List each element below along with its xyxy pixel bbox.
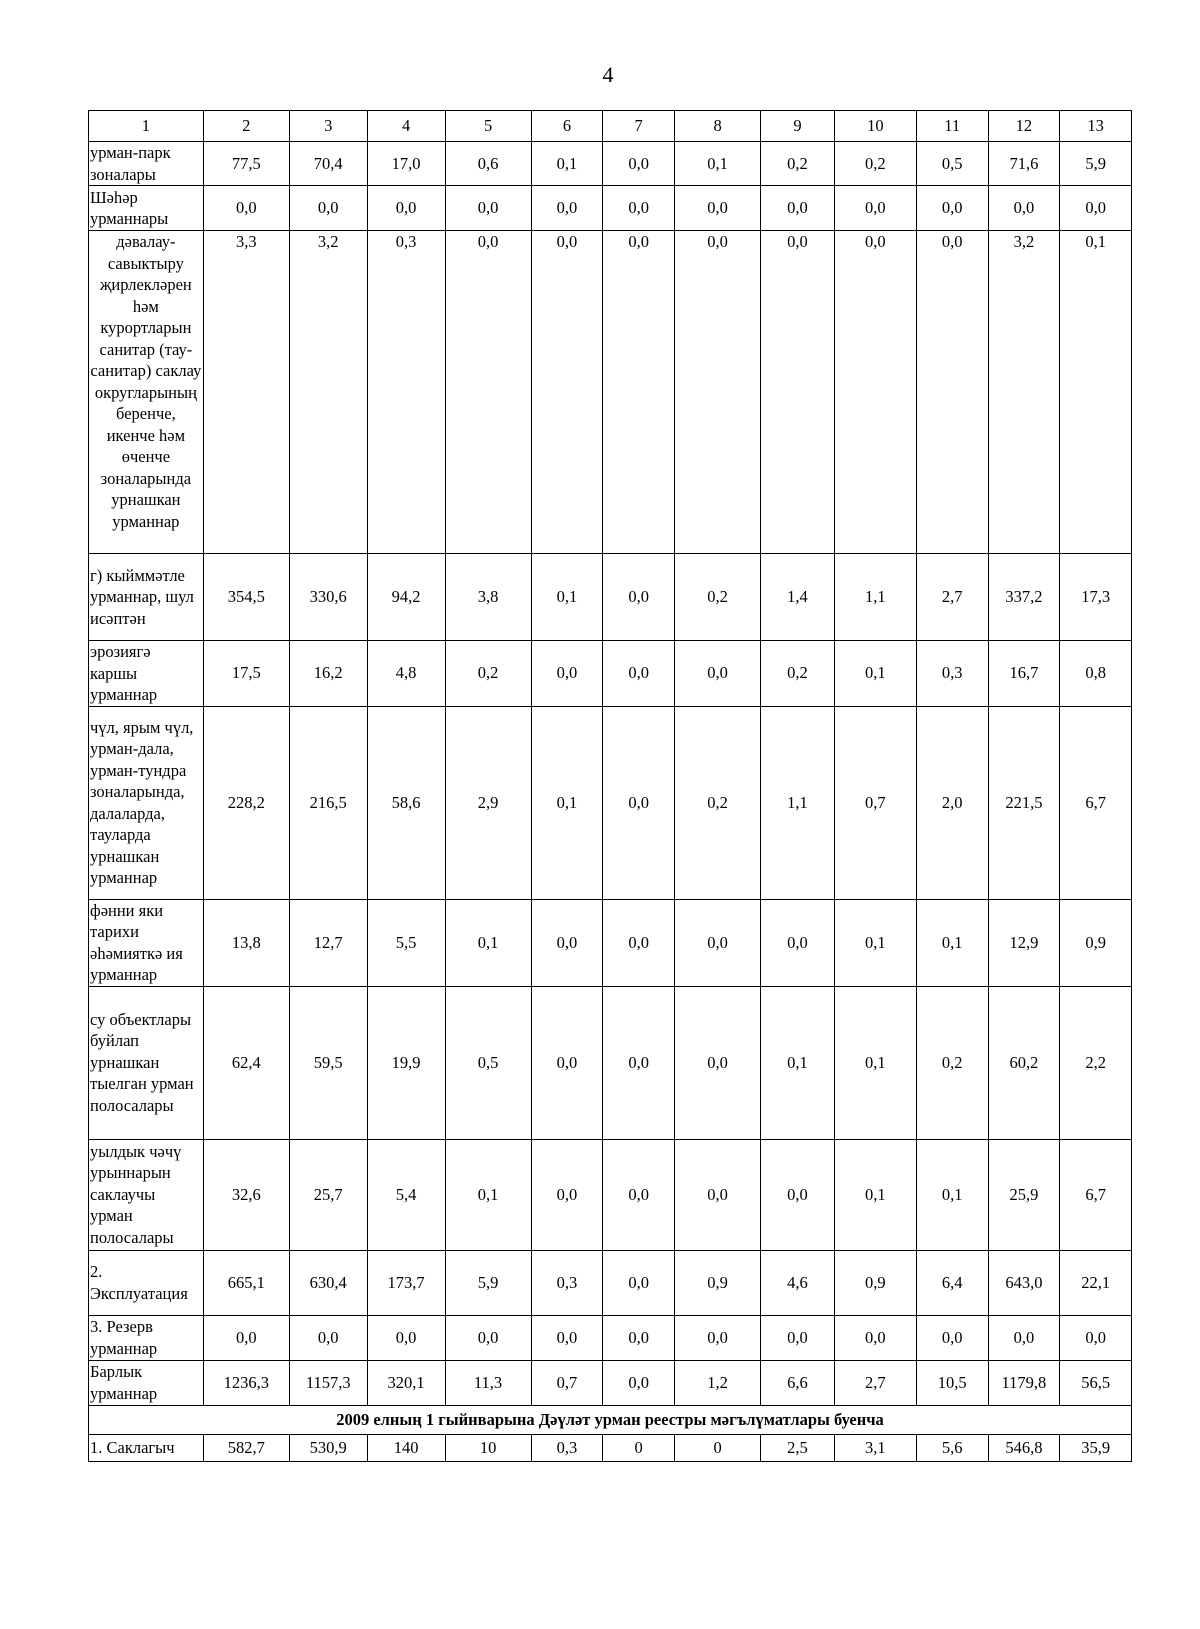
table-cell: 0,0 [675, 1139, 761, 1250]
table-cell: 4,6 [761, 1250, 835, 1315]
table-cell: 0,0 [603, 554, 675, 641]
table-cell: 0,2 [445, 641, 531, 707]
table-cell: 0,0 [675, 231, 761, 554]
table-cell: 58,6 [367, 706, 445, 899]
table-cell: 0,0 [834, 231, 916, 554]
table-cell: 0,5 [445, 986, 531, 1139]
table-cell: 3,8 [445, 554, 531, 641]
column-header: 4 [367, 111, 445, 142]
table-row [89, 986, 1132, 1139]
table-cell: 0,0 [761, 186, 835, 231]
table-row [89, 554, 1132, 641]
column-header: 13 [1060, 111, 1132, 142]
table-cell: 70,4 [289, 142, 367, 186]
table-cell: 0,2 [675, 554, 761, 641]
row-label: уылдык чәчү урыннарын саклаучы урман полосалары [89, 1139, 204, 1250]
table-cell: 0 [603, 1434, 675, 1461]
table-cell: 0,0 [531, 186, 603, 231]
table-cell: 4,8 [367, 641, 445, 707]
row-label: урман-парк зоналары [89, 142, 204, 186]
table-cell: 25,9 [988, 1139, 1060, 1250]
table-cell: 0,1 [834, 899, 916, 986]
table-cell: 630,4 [289, 1250, 367, 1315]
table-cell: 0,0 [203, 1315, 289, 1360]
column-header: 5 [445, 111, 531, 142]
table-cell: 12,7 [289, 899, 367, 986]
table-cell: 12,9 [988, 899, 1060, 986]
table-cell: 354,5 [203, 554, 289, 641]
table-cell: 0,0 [603, 899, 675, 986]
table-cell: 5,9 [1060, 142, 1132, 186]
row-label: дәвалау-савыктыру җирлекләрен һәм курортларын санитар (тау-санитар) саклау округларының беренче, икенче һәм өченче зоналарында урнашкан урманнар [89, 231, 204, 554]
table-cell: 22,1 [1060, 1250, 1132, 1315]
table-cell: 0,0 [675, 186, 761, 231]
table-cell: 221,5 [988, 706, 1060, 899]
table-cell: 0,5 [916, 142, 988, 186]
table-cell: 10,5 [916, 1360, 988, 1405]
table-cell: 0,0 [289, 186, 367, 231]
table-cell: 5,9 [445, 1250, 531, 1315]
table-cell: 2,7 [834, 1360, 916, 1405]
table-cell: 6,7 [1060, 1139, 1132, 1250]
table-cell: 0,8 [1060, 641, 1132, 707]
table-cell: 2,9 [445, 706, 531, 899]
table-cell: 0,0 [603, 1139, 675, 1250]
table-cell: 0,0 [834, 186, 916, 231]
table-cell: 0,1 [834, 641, 916, 707]
table-cell: 0,1 [834, 1139, 916, 1250]
table-cell: 0,0 [367, 186, 445, 231]
table-cell: 0,0 [988, 186, 1060, 231]
table-cell: 0,0 [1060, 186, 1132, 231]
table-row [89, 1139, 1132, 1250]
table-cell: 643,0 [988, 1250, 1060, 1315]
table-cell: 0,0 [531, 986, 603, 1139]
table-cell: 0,1 [916, 899, 988, 986]
table-cell: 0,9 [675, 1250, 761, 1315]
table-cell: 0,0 [603, 186, 675, 231]
table-cell: 0,1 [531, 142, 603, 186]
table-cell: 11,3 [445, 1360, 531, 1405]
table-cell: 0,0 [675, 641, 761, 707]
table-cell: 0,0 [289, 1315, 367, 1360]
table-cell: 1236,3 [203, 1360, 289, 1405]
table-cell: 25,7 [289, 1139, 367, 1250]
table-cell: 0,1 [834, 986, 916, 1139]
table-cell: 0,0 [445, 1315, 531, 1360]
table-cell: 32,6 [203, 1139, 289, 1250]
table-cell: 0,1 [1060, 231, 1132, 554]
table-cell: 546,8 [988, 1434, 1060, 1461]
table-cell: 2,7 [916, 554, 988, 641]
column-header: 6 [531, 111, 603, 142]
table-cell: 0,9 [834, 1250, 916, 1315]
row-label: эрозиягә каршы урманнар [89, 641, 204, 707]
table-cell: 17,5 [203, 641, 289, 707]
table-cell: 0,1 [916, 1139, 988, 1250]
row-label: Барлык урманнар [89, 1360, 204, 1405]
table-cell: 0,0 [761, 899, 835, 986]
table-cell: 216,5 [289, 706, 367, 899]
table-cell: 0,1 [445, 899, 531, 986]
table-cell: 77,5 [203, 142, 289, 186]
row-label: су объектлары буйлап урнашкан тыелган урман полосалары [89, 986, 204, 1139]
table-cell: 0,3 [916, 641, 988, 707]
table-cell: 0,3 [367, 231, 445, 554]
table-cell: 16,7 [988, 641, 1060, 707]
table-cell: 5,5 [367, 899, 445, 986]
table-cell: 62,4 [203, 986, 289, 1139]
table-cell: 1157,3 [289, 1360, 367, 1405]
table-cell: 2,2 [1060, 986, 1132, 1139]
table-row [89, 231, 1132, 554]
table-cell: 0,0 [603, 986, 675, 1139]
row-label: 2. Эксплуатация [89, 1250, 204, 1315]
table-row [89, 641, 1132, 707]
column-header: 10 [834, 111, 916, 142]
table-cell: 0,1 [675, 142, 761, 186]
table-cell: 0,1 [531, 554, 603, 641]
table-row [89, 899, 1132, 986]
table-cell: 0,0 [531, 641, 603, 707]
table-cell: 3,2 [289, 231, 367, 554]
table-cell: 0,1 [445, 1139, 531, 1250]
table-cell: 0,7 [531, 1360, 603, 1405]
table-cell: 1179,8 [988, 1360, 1060, 1405]
page-number: 4 [602, 62, 614, 87]
table-cell: 0,0 [916, 1315, 988, 1360]
table-cell: 0,0 [834, 1315, 916, 1360]
table-cell: 0,0 [603, 1315, 675, 1360]
table-row [89, 1315, 1132, 1360]
table-row [89, 142, 1132, 186]
table-cell: 0,0 [603, 1250, 675, 1315]
table-cell: 0,0 [531, 231, 603, 554]
table-cell: 0,9 [1060, 899, 1132, 986]
table-cell: 0,0 [445, 186, 531, 231]
table-cell: 0,7 [834, 706, 916, 899]
header-row [89, 111, 1132, 142]
table-cell: 0,1 [531, 706, 603, 899]
row-label: фәнни яки тарихи әһәмияткә ия урманнар [89, 899, 204, 986]
table-cell: 582,7 [203, 1434, 289, 1461]
table-cell: 665,1 [203, 1250, 289, 1315]
table-cell: 140 [367, 1434, 445, 1461]
table-cell: 17,3 [1060, 554, 1132, 641]
table-cell: 0,0 [531, 1315, 603, 1360]
table-cell: 0,2 [916, 986, 988, 1139]
table-cell: 337,2 [988, 554, 1060, 641]
column-header: 11 [916, 111, 988, 142]
row-label: Шәһәр урманнары [89, 186, 204, 231]
table-cell: 0,0 [445, 231, 531, 554]
table-cell: 3,1 [834, 1434, 916, 1461]
table-cell: 13,8 [203, 899, 289, 986]
table-cell: 0,0 [603, 1360, 675, 1405]
forest-register-table [88, 110, 1132, 1462]
table-cell: 330,6 [289, 554, 367, 641]
table-cell: 0,0 [761, 231, 835, 554]
table-row [89, 186, 1132, 231]
row-label: 1. Саклагыч [89, 1434, 204, 1461]
table-cell: 6,7 [1060, 706, 1132, 899]
section-row [89, 1405, 1132, 1434]
table-cell: 0,0 [916, 186, 988, 231]
row-label: чүл, ярым чүл, урман-дала, урман-тундра зоналарында, далаларда, тауларда урнашкан урманнар [89, 706, 204, 899]
table-cell: 0,0 [531, 899, 603, 986]
table-cell: 2,0 [916, 706, 988, 899]
table-cell: 0,1 [761, 986, 835, 1139]
table-cell: 0 [675, 1434, 761, 1461]
table-cell: 0,3 [531, 1434, 603, 1461]
table-cell: 60,2 [988, 986, 1060, 1139]
table-row [89, 1434, 1132, 1461]
table-cell: 0,2 [675, 706, 761, 899]
table-cell: 5,6 [916, 1434, 988, 1461]
table-cell: 0,2 [761, 641, 835, 707]
table-cell: 94,2 [367, 554, 445, 641]
table-cell: 0,0 [675, 1315, 761, 1360]
table-cell: 0,6 [445, 142, 531, 186]
table-cell: 0,0 [603, 142, 675, 186]
column-header: 12 [988, 111, 1060, 142]
table-cell: 1,4 [761, 554, 835, 641]
table-cell: 0,0 [916, 231, 988, 554]
table-body [89, 111, 1132, 1462]
table-row [89, 706, 1132, 899]
column-header: 2 [203, 111, 289, 142]
table-cell: 10 [445, 1434, 531, 1461]
table-cell: 530,9 [289, 1434, 367, 1461]
column-header: 3 [289, 111, 367, 142]
table-cell: 35,9 [1060, 1434, 1132, 1461]
table-cell: 19,9 [367, 986, 445, 1139]
table-cell: 16,2 [289, 641, 367, 707]
table-cell: 56,5 [1060, 1360, 1132, 1405]
table-cell: 0,0 [603, 706, 675, 899]
column-header: 9 [761, 111, 835, 142]
table-cell: 1,1 [834, 554, 916, 641]
table-cell: 173,7 [367, 1250, 445, 1315]
table-cell: 0,2 [834, 142, 916, 186]
table-cell: 0,0 [203, 186, 289, 231]
table-cell: 71,6 [988, 142, 1060, 186]
table-cell: 0,0 [675, 986, 761, 1139]
column-header: 1 [89, 111, 204, 142]
table-cell: 0,0 [675, 899, 761, 986]
table-cell: 1,2 [675, 1360, 761, 1405]
row-label: 3. Резерв урманнар [89, 1315, 204, 1360]
table-cell: 228,2 [203, 706, 289, 899]
table-cell: 0,0 [988, 1315, 1060, 1360]
table-cell: 0,0 [603, 231, 675, 554]
table-cell: 0,0 [761, 1315, 835, 1360]
section-title: 2009 елның 1 гыйнварына Дәүләт урман реестры мәгълүматлары буенча [89, 1405, 1132, 1434]
table-cell: 0,0 [1060, 1315, 1132, 1360]
table-row [89, 1360, 1132, 1405]
row-label: г) кыйммәтле урманнар, шул исәптән [89, 554, 204, 641]
table-cell: 6,6 [761, 1360, 835, 1405]
table-cell: 3,2 [988, 231, 1060, 554]
column-header: 8 [675, 111, 761, 142]
table-cell: 0,0 [761, 1139, 835, 1250]
table-cell: 59,5 [289, 986, 367, 1139]
table-cell: 2,5 [761, 1434, 835, 1461]
table-cell: 320,1 [367, 1360, 445, 1405]
column-header: 7 [603, 111, 675, 142]
table-cell: 0,2 [761, 142, 835, 186]
table-cell: 0,0 [531, 1139, 603, 1250]
table-cell: 6,4 [916, 1250, 988, 1315]
table-row [89, 1250, 1132, 1315]
table-cell: 3,3 [203, 231, 289, 554]
table-cell: 0,3 [531, 1250, 603, 1315]
table-cell: 1,1 [761, 706, 835, 899]
table-cell: 0,0 [603, 641, 675, 707]
table-cell: 0,0 [367, 1315, 445, 1360]
table-cell: 5,4 [367, 1139, 445, 1250]
table-cell: 17,0 [367, 142, 445, 186]
